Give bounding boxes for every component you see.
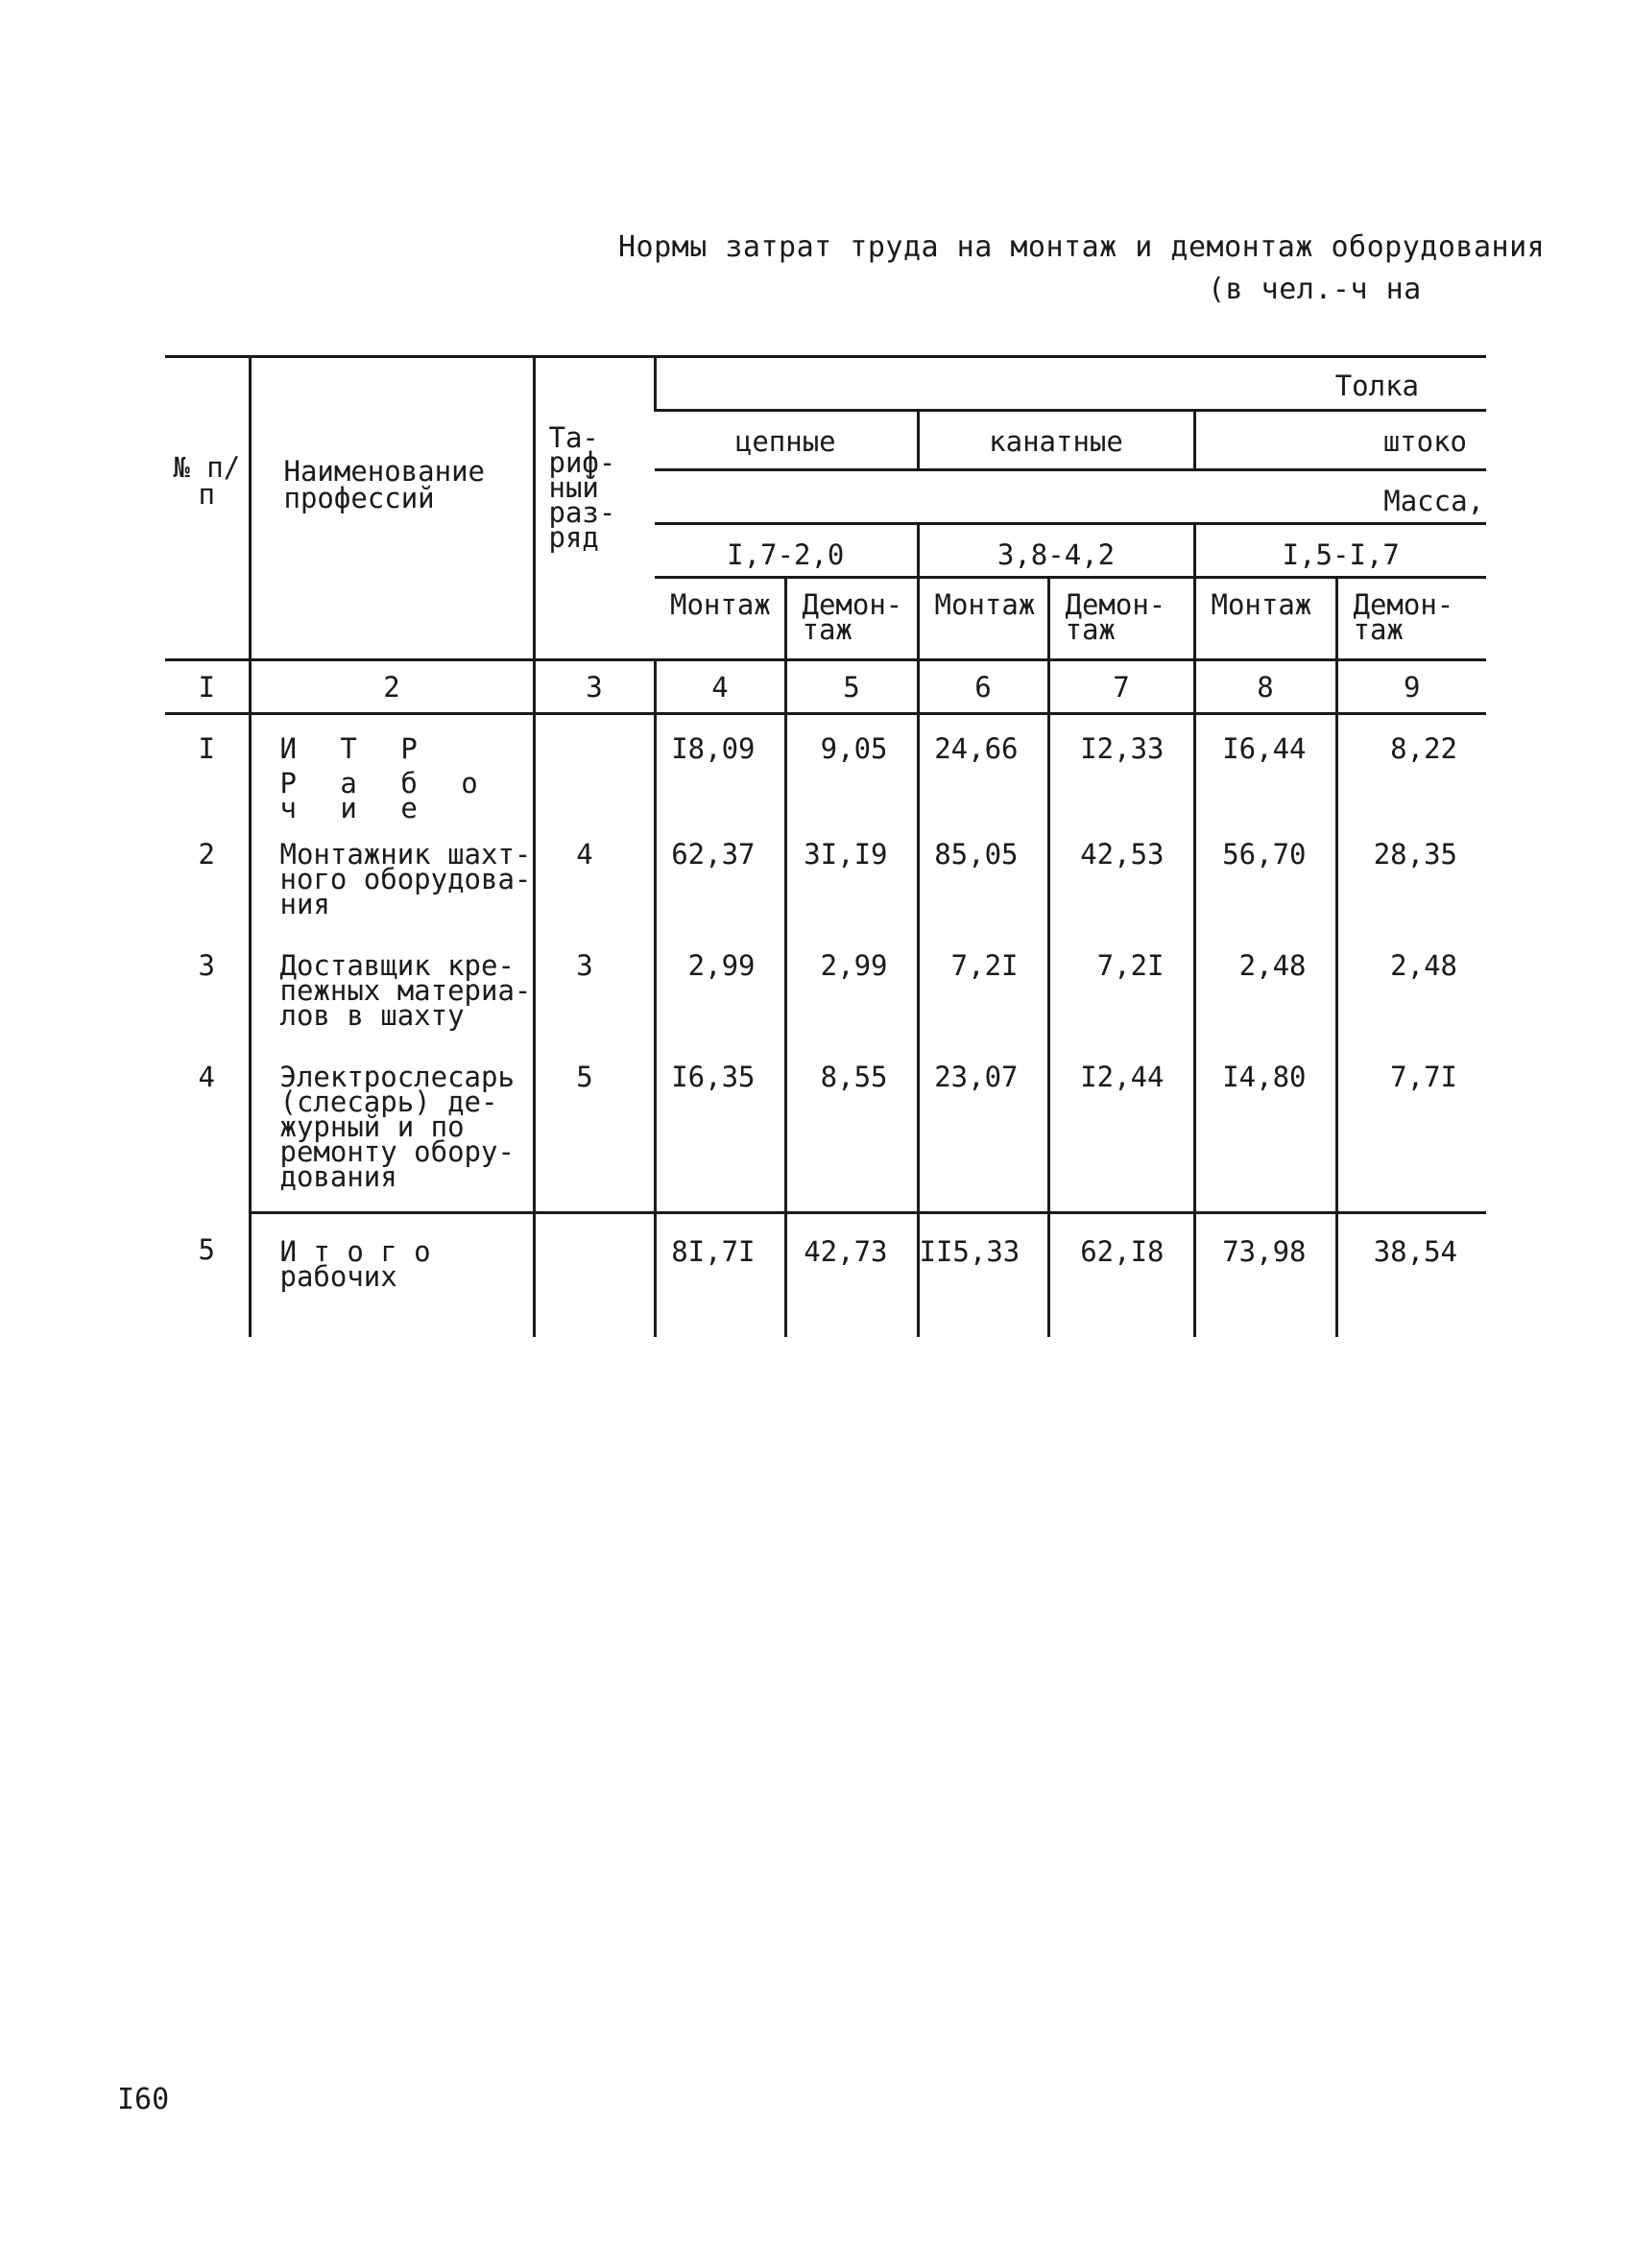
section-row	[165, 761, 1486, 821]
column-number: 3	[534, 660, 655, 714]
column-number: 4	[655, 660, 785, 714]
row-index: I	[198, 732, 215, 765]
empty-cell	[918, 761, 1048, 821]
column-number: 6	[918, 660, 1048, 714]
page-number: I60	[117, 2083, 170, 2116]
value-cell: I4,80	[1194, 1043, 1336, 1212]
rank-value: 4	[534, 821, 655, 932]
column-number: 8	[1194, 660, 1336, 714]
column-number: 7	[1048, 660, 1194, 714]
value-cell: 7,7I	[1336, 1043, 1486, 1212]
profession-name: Монтажник шахт- ного оборудова- ния	[250, 821, 534, 932]
header-op-dismantle: Демон- таж	[1336, 578, 1486, 660]
column-number: I	[165, 660, 250, 714]
empty-cell	[534, 761, 655, 821]
document-title: Нормы затрат труда на монтаж и демонтаж оборудования	[618, 230, 1546, 264]
column-number: 2	[250, 660, 534, 714]
value-cell: 2,48	[1194, 932, 1336, 1043]
value-cell: 85,05	[918, 821, 1048, 932]
value-cell: 38,54	[1336, 1212, 1486, 1337]
empty-cell	[1048, 761, 1194, 821]
header-number: № п/п	[165, 357, 250, 660]
empty-cell	[655, 761, 785, 821]
table-row	[165, 932, 1486, 1043]
document-subtitle: (в чел.-ч на	[1208, 273, 1422, 306]
table-row	[165, 1043, 1486, 1212]
value-cell: 24,66	[918, 714, 1048, 762]
value-cell: I2,33	[1048, 714, 1194, 762]
value-cell: 8,55	[785, 1043, 918, 1212]
header-mass: Масса,	[655, 470, 1486, 524]
row-index: 5	[198, 1233, 215, 1266]
labor-norms-table	[165, 355, 1486, 1337]
value-cell: 28,35	[1336, 821, 1486, 932]
value-cell: 73,98	[1194, 1212, 1336, 1337]
header-op-dismantle: Демон- таж	[785, 578, 918, 660]
empty-cell	[1194, 761, 1336, 821]
profession-name: И Т Р	[250, 714, 534, 762]
rank-value	[534, 1212, 655, 1337]
value-cell: 7,2I	[1048, 932, 1194, 1043]
value-cell: 8,22	[1336, 714, 1486, 762]
value-cell: 9,05	[785, 714, 918, 762]
header-type-rope: канатные	[918, 411, 1194, 470]
row-index: 2	[198, 838, 215, 871]
header-profession: Наименование профессий	[250, 357, 534, 660]
header-group: Толка	[655, 357, 1486, 411]
table-row	[165, 714, 1486, 762]
row-index: 3	[198, 949, 215, 982]
column-number: 9	[1336, 660, 1486, 714]
header-mass-1: I,7-2,0	[655, 524, 918, 578]
table-row	[165, 821, 1486, 932]
value-cell: I6,35	[655, 1043, 785, 1212]
value-cell: 2,99	[785, 932, 918, 1043]
header-type-chain: цепные	[655, 411, 918, 470]
total-label: И т о г о рабочих	[250, 1212, 534, 1337]
header-type-rod: штоко	[1194, 411, 1486, 470]
value-cell: 62,37	[655, 821, 785, 932]
header-op-install: Монтаж	[918, 578, 1048, 660]
value-cell: 42,73	[785, 1212, 918, 1337]
header-op-dismantle: Демон- таж	[1048, 578, 1194, 660]
profession-name: Доставщик кре- пежных материа- лов в шахту	[250, 932, 534, 1043]
rank-value	[534, 714, 655, 762]
value-cell: 7,2I	[918, 932, 1048, 1043]
value-cell: 56,70	[1194, 821, 1336, 932]
header-op-install: Монтаж	[655, 578, 785, 660]
row-index: 4	[198, 1061, 215, 1093]
value-cell: 42,53	[1048, 821, 1194, 932]
value-cell: I8,09	[655, 714, 785, 762]
header-mass-2: 3,8-4,2	[918, 524, 1194, 578]
header-mass-3: I,5-I,7	[1194, 524, 1486, 578]
value-cell: 2,99	[655, 932, 785, 1043]
empty-cell	[785, 761, 918, 821]
value-cell: 3I,I9	[785, 821, 918, 932]
rank-value: 3	[534, 932, 655, 1043]
header-op-install: Монтаж	[1194, 578, 1336, 660]
rank-value: 5	[534, 1043, 655, 1212]
empty-cell	[1336, 761, 1486, 821]
column-number: 5	[785, 660, 918, 714]
total-row	[165, 1212, 1486, 1337]
profession-name: Электрослесарь (слесарь) де- журный и по ремонту обору- дования	[250, 1043, 534, 1212]
value-cell: 2,48	[1336, 932, 1486, 1043]
value-cell: I6,44	[1194, 714, 1336, 762]
value-cell: 23,07	[918, 1043, 1048, 1212]
section-label: Р а б о ч и е	[250, 761, 534, 821]
value-cell: II5,33	[918, 1212, 1048, 1337]
empty-cell	[165, 761, 250, 821]
value-cell: I2,44	[1048, 1043, 1194, 1212]
value-cell: 62,I8	[1048, 1212, 1194, 1337]
header-rank: Та- риф- ный раз- ряд	[534, 357, 655, 660]
value-cell: 8I,7I	[655, 1212, 785, 1337]
